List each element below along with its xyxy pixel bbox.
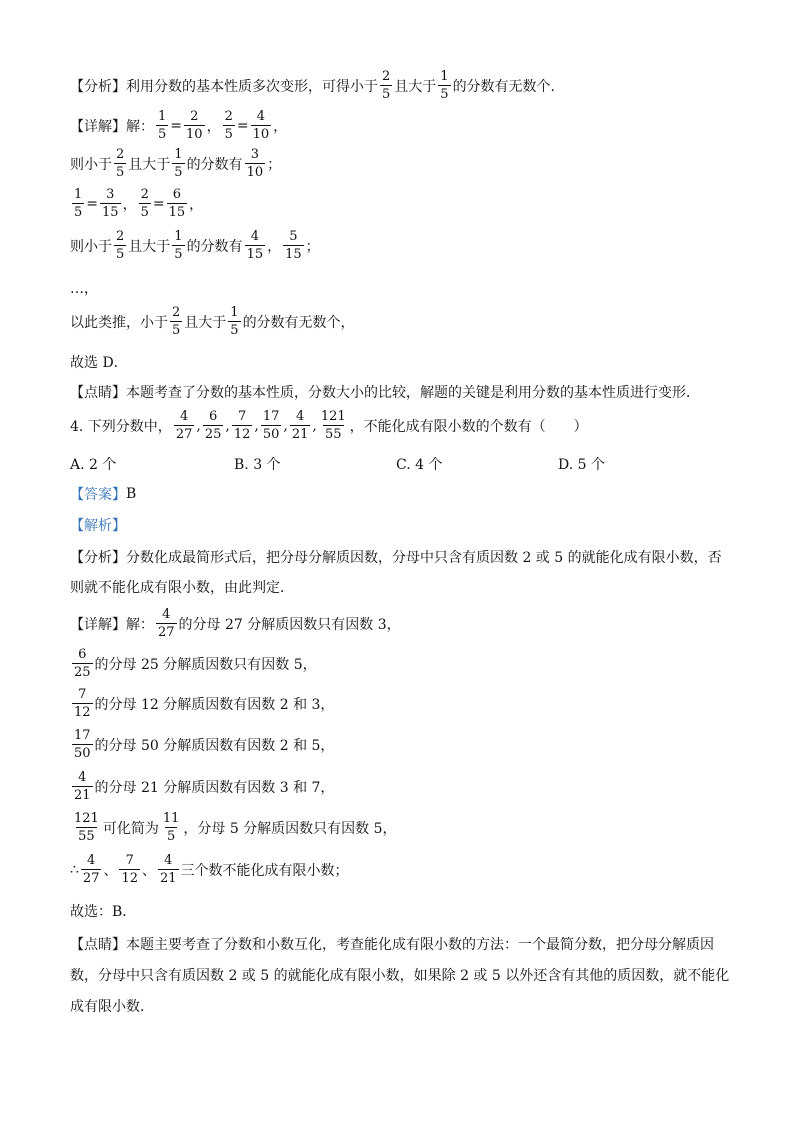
- q4-detail-line-1: 【详解】 解： $\frac{4}{27}$ 的分母 27 分解质因数只有因数 3，: [70, 607, 401, 640]
- q4-detail-line-5: $\frac{4}{21}$ 的分母 21 分解质因数有因数 3 和 7，: [74, 770, 335, 803]
- fraction: $\frac{7}{12}$: [233, 409, 251, 442]
- detail-line-3: $\frac{1}{5}$ = $\frac{3}{15}$ ， $\frac{2}{5}$ = $\frac{6}{15}$ ，: [74, 187, 204, 220]
- fraction: $\frac{17}{50}$: [262, 409, 280, 442]
- q4-detail-line-7: ∴ $\frac{4}{27}$ 、 $\frac{7}{12}$ 、 $\frac{4}{21}$ 三个数不能化成有限小数；: [70, 853, 349, 886]
- fraction: $\frac{2}{5}$: [382, 69, 391, 102]
- ellipsis-line: …，: [70, 281, 98, 297]
- option-a: A. 2 个: [70, 457, 117, 473]
- detail-line-4: 则小于 $\frac{2}{5}$ 且大于 $\frac{1}{5}$ 的分数有 $\frac{4}{15}$ ， $\frac{5}{15}$ ；: [70, 229, 320, 262]
- fraction: $\frac{4}{21}$: [291, 409, 309, 442]
- comment-tag: 【点睛】: [70, 385, 126, 401]
- q4-analysis-line-1: 【分析】 分数化成最简形式后，把分母分解质因数，分母中只含有质因数 2 或 5 的就能化成有限小数，否: [70, 547, 722, 567]
- q4-comment-line-1: 【点睛】 本题主要考查了分数和小数互化，考查能化成有限小数的方法：一个最简分数，把分母分解质因: [70, 934, 714, 954]
- comment-tag: 【点睛】: [70, 937, 126, 953]
- conclusion-line: 以此类推，小于 $\frac{2}{5}$ 且大于 $\frac{1}{5}$ 的分数有无数个，: [70, 305, 355, 338]
- option-c: C. 4 个: [396, 457, 443, 473]
- fraction: $\frac{1}{5}$: [440, 69, 449, 102]
- q4-detail-line-4: $\frac{17}{50}$ 的分母 50 分解质因数有因数 2 和 5，: [74, 728, 335, 761]
- detail-tag: 【详解】: [70, 118, 126, 135]
- options-row: [70, 454, 710, 474]
- option-d: D. 5 个: [558, 457, 605, 473]
- analysis-tag: 【分析】: [70, 550, 126, 566]
- answer-line: [70, 484, 136, 504]
- fraction: $\frac{4}{27}$: [175, 409, 193, 442]
- choose-line: 故选 D．: [70, 355, 128, 371]
- detail-tag: 【详解】: [70, 616, 126, 633]
- solution-line: [70, 515, 126, 535]
- q4-analysis-line-2: 则就不能化成有限小数，由此判定．: [70, 580, 294, 596]
- q4-detail-line-6: $\frac{121}{55}$ 可化简为 $\frac{11}{5}$ ，分母 5 分解质因数只有因数 5，: [74, 811, 397, 844]
- detail-line-1: 【详解】 解： $\frac{1}{5}$ = $\frac{2}{10}$ ， $\frac{2}{5}$ = $\frac{4}{10}$ ，: [70, 109, 288, 142]
- answer-tag: 【答案】: [70, 487, 126, 503]
- analysis-tag: 【分析】: [70, 78, 126, 95]
- q4-detail-line-2: $\frac{6}{25}$ 的分母 25 分解质因数只有因数 5，: [74, 647, 317, 680]
- analysis-line: 【分析】 利用分数的基本性质多次变形，可得小于 $\frac{2}{5}$ 且大于 $\frac{1}{5}$ 的分数有无数个．: [70, 69, 565, 102]
- detail-line-2: 则小于 $\frac{2}{5}$ 且大于 $\frac{1}{5}$ 的分数有 $\frac{3}{10}$ ；: [70, 147, 282, 180]
- option-b: B. 3 个: [234, 457, 281, 473]
- answer-value: B: [126, 486, 137, 502]
- solution-tag: 【解析】: [70, 518, 126, 534]
- question-4-stem: 4. 下列分数中， $\frac{4}{27}$ , $\frac{6}{25}$ , $\frac{7}{12}$ , $\frac{17}{50}$ , $\frac{4}{21}$ , $\frac{121}{55}$ ，不能化成有限小数的个数有（ ）: [70, 409, 588, 442]
- fraction: $\frac{6}{25}$: [204, 409, 222, 442]
- q4-detail-line-3: $\frac{7}{12}$ 的分母 12 分解质因数有因数 2 和 3，: [74, 687, 335, 720]
- q4-comment-line-3: 成有限小数．: [70, 999, 154, 1015]
- fraction: $\frac{121}{55}$: [320, 409, 346, 442]
- comment-line: 【点睛】 本题考查了分数的基本性质，分数大小的比较，解题的关键是利用分数的基本性质进行变形．: [70, 382, 700, 402]
- q4-comment-line-2: 数，分母中只含有质因数 2 或 5 的就能化成有限小数，如果除 2 或 5 以外还含有其他的质因数，就不能化: [70, 968, 730, 984]
- q4-choose-line: 故选：B．: [70, 904, 137, 920]
